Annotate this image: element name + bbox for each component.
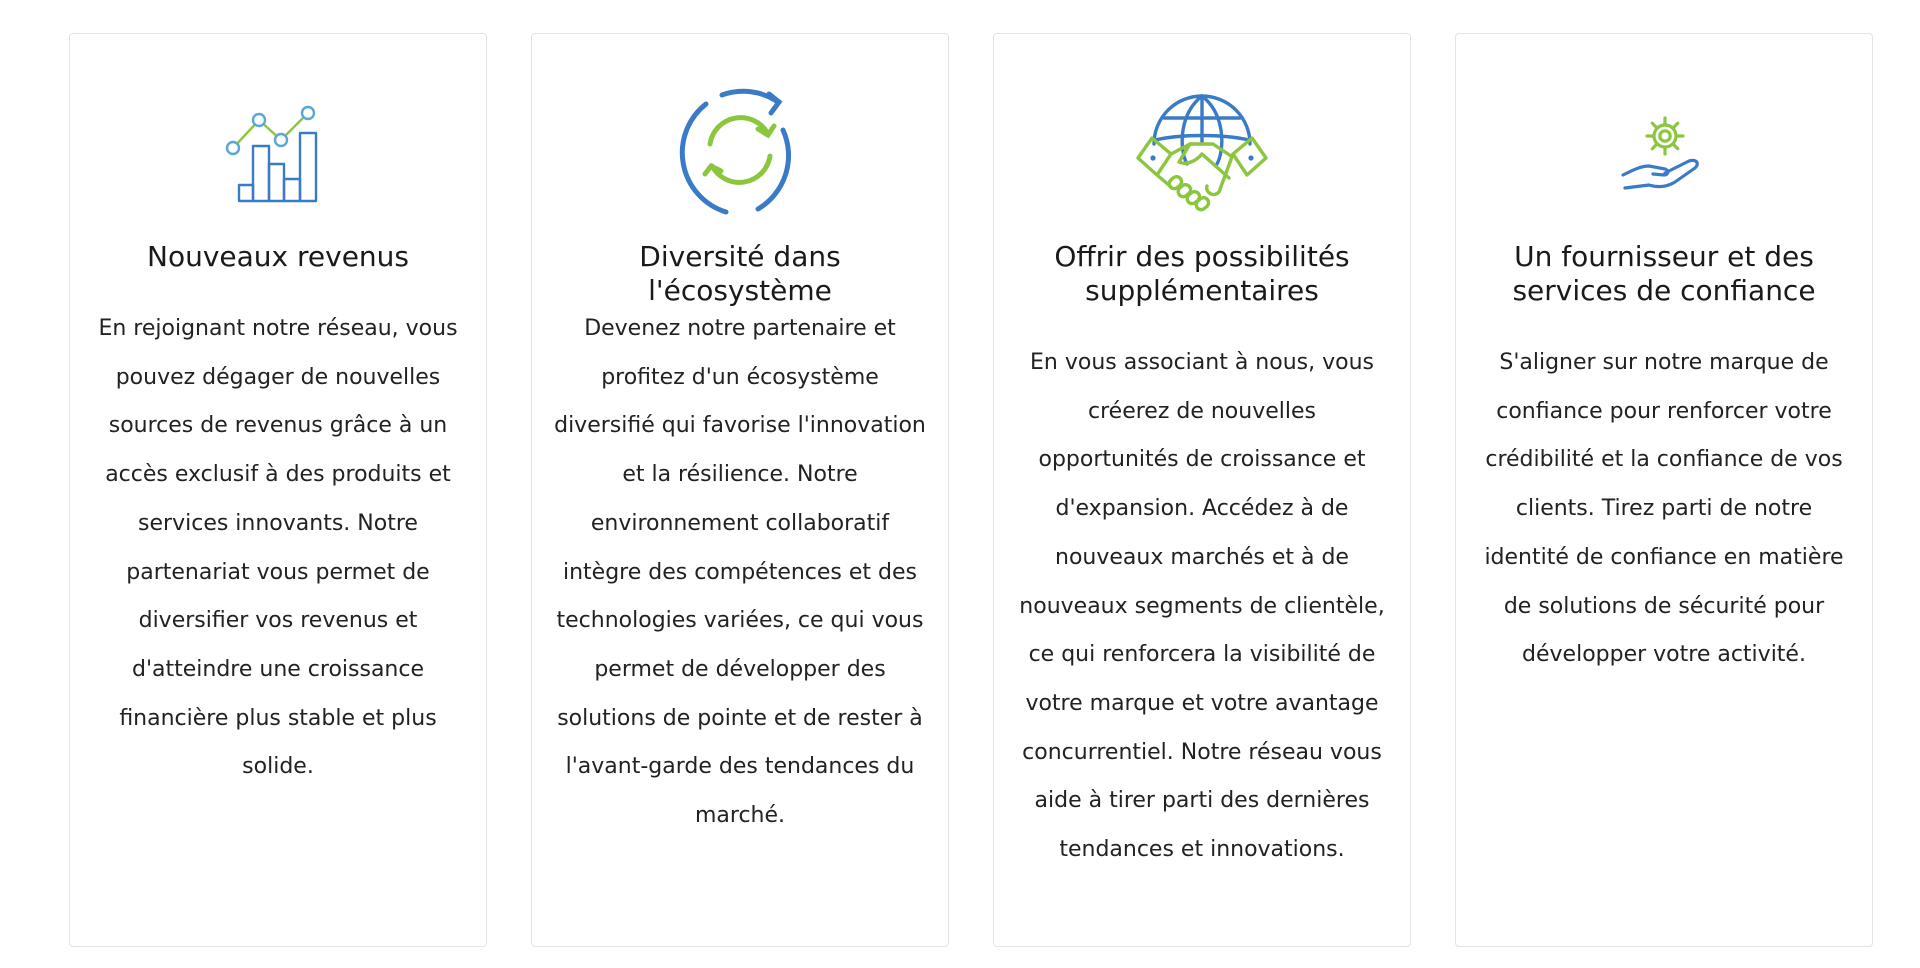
card-description: En vous associant à nous, vous créerez de nouvelles opportunités de croissance et d'expansion. Accédez à de nouveaux marchés et à de nouveaux segments de clientèle, ce qui renforcera la visibilité de votre marque et votre avantage concurrentiel. Notre réseau vous aide à tirer parti des dernières tendances et innovations. <box>1019 350 1385 863</box>
card-title: Nouveaux revenus <box>147 240 409 273</box>
benefit-card-additional-opportunities <box>993 33 1411 947</box>
card-description: En rejoignant notre réseau, vous pouvez dégager de nouvelles sources de revenus grâce à un accès exclusif à des produits et services innovants. Notre partenariat vous permet de diversifier vos revenus et d'atteindre une croissance financière plus stable et plus solide. <box>98 316 458 780</box>
bar-line-chart-icon <box>223 100 333 210</box>
card-title: Un fournisseur et des services de confiance <box>1512 240 1816 307</box>
benefit-card-trusted-provider <box>1455 33 1873 947</box>
card-description: S'aligner sur notre marque de confiance pour renforcer votre crédibilité et la confiance de vos clients. Tirez parti de notre identité de confiance en matière de solutions de sécurité pour développer votre activité. <box>1484 350 1844 668</box>
refresh-cycle-icon <box>670 80 810 220</box>
globe-handshake-icon <box>1127 74 1277 224</box>
benefit-card-new-revenue <box>69 33 487 947</box>
card-description: Devenez notre partenaire et profitez d'un écosystème diversifié qui favorise l'innovation et la résilience. Notre environnement collaboratif intègre des compétences et des technologies variées, ce qui vous permet de développer des solutions de pointe et de rester à l'avant-garde des tendances du marché. <box>554 316 926 829</box>
benefit-card-ecosystem-diversity <box>531 33 949 947</box>
card-title: Diversité dans l'écosystème <box>639 240 841 307</box>
gear-in-hand-icon <box>1619 112 1709 202</box>
card-title: Offrir des possibilités supplémentaires <box>1054 240 1350 307</box>
